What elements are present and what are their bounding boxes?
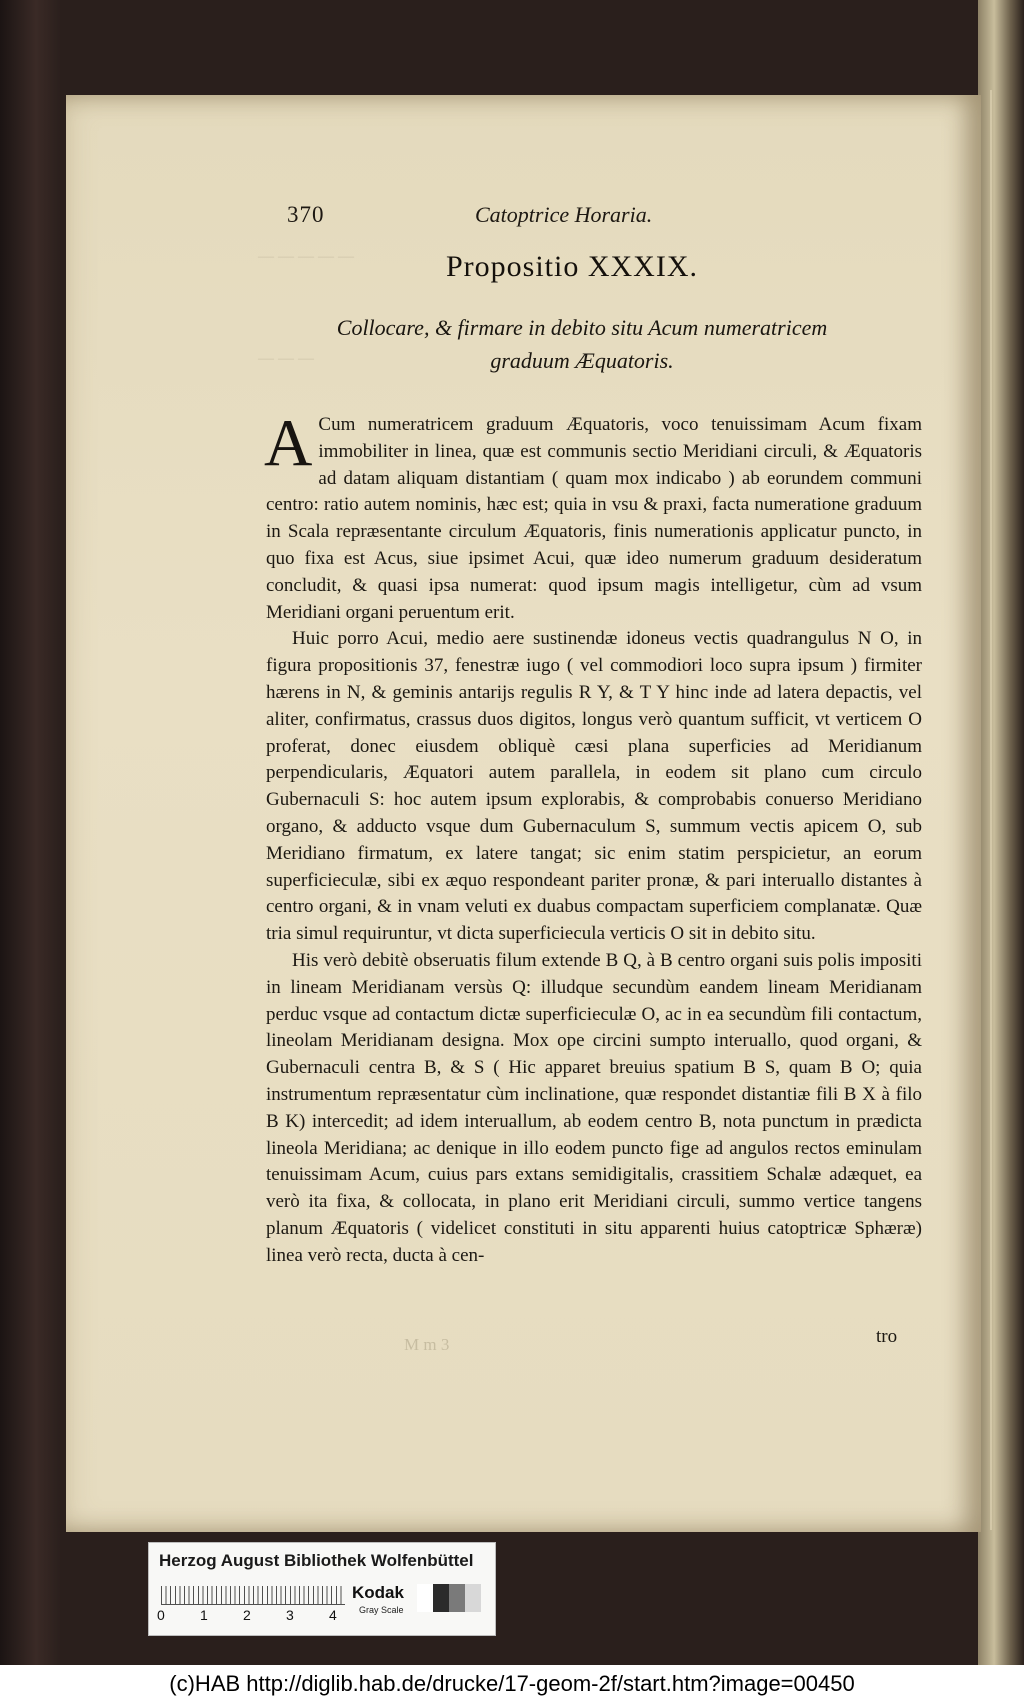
swatch	[417, 1584, 433, 1612]
paragraph-3: His verò debitè obseruatis filum extende B Q, à B centro organi suis polis impositi in lineam Meridianam versùs Q: illudque secundùm eandem lineam Meridianam perduc vsque ad contactum dictæ superficieculæ O, ac in ea secundùm fili contactum, lineolam Meridianam designa. Mox ope circini sumpto interuallo, quod organi, & Gubernaculi centra B, & S ( Hic apparet breuius spatium B S, quam B O; quia instrumentum repræsentatur cùm inclinatione, quæ respondet distantiæ fili B X à filo B K) intercedit; ad idem interuallum, ab eodem centro B, nota punctum in prædicta lineola Meridiana; ac denique in illo eodem puncto fige ad angulos rectos eminulam tenuissimam Acum, cuius pars extans semidigitalis, crassitiem Schalæ adæquet, ea verò ita fixa, & collocata, in plano erit Meridiani circuli, summo vertice tangens planum Æquatoris ( videlicet constituti in situ apparenti huius catoptricæ Sphæræ) linea verò recta, ducta à cen-	[266, 949, 922, 1266]
ruler-number: 3	[286, 1607, 294, 1623]
library-name: Herzog August Bibliothek Wolfenbüttel	[159, 1551, 474, 1570]
body-text	[264, 406, 922, 1270]
library-color-card	[148, 1542, 496, 1636]
paragraph-1	[264, 406, 922, 626]
copyright-footer	[0, 1665, 1024, 1702]
kodak-logo: Kodak	[352, 1583, 404, 1602]
swatch	[449, 1584, 465, 1612]
show-through-text: — — —	[258, 350, 314, 367]
paragraph-1-text: Cum numeratricem graduum Æquatoris, voco tenuissimam Acum fixam immobiliter in linea, quæ est communis sectio Meridiani circuli, & Æquatoris ad datam aliquam distantiam ( quam mox indicabo ) ab eorundem communi centro: ratio autem nominis, hæc est; quia in vsu & praxi, facta numeratione graduum in Scala repræsentante circulum Æquatoris, finis numerationis applicatur puncto, in quo fixa est Acus, siue ipsimet Acui, quæ ideo numerum graduum desideratum concludit, & quasi ipsa numerat: quod ipsum magis intelligetur, cùm ad vsum Meridiani organi peruentum erit.	[266, 414, 922, 623]
catchword: tro	[876, 1326, 898, 1347]
proposition-title	[0, 250, 1024, 284]
ruler-number: 0	[157, 1607, 165, 1623]
show-through-text: — — — — —	[258, 248, 354, 265]
paragraph-2: Huic porro Acui, medio aere sustinendæ idoneus vectis quadrangulus N O, in figura propositionis 37, fenestræ iugo ( vel commodiori loco supra ipsum ) firmiter hærens in N, & geminis antarijs regulis R Y, & T Y hinc inde ad latera depactis, vel aliter, confirmatus, crassus duos digitos, longus verò quantum sufficit, vt verticem O proferat, donec eiusdem obliquè cæsi plana superficies ad Meridianum perpendicularis, Æquatori autem parallela, in eodem sit plano cum circulo Gubernaculi S: hoc autem ipsum explorabis, & comprobabis conuerso Meridiano organo, & adducto vsque dum Gubernaculum S, summum vectis apicem O, sub Meridiano firmatum, ex latere tangat; sic enim statim perspicietur, an eorum superficieculæ, sibi ex æquo respondeant pariter pronæ, & pari interuallo distantes à centro organi, & in vnam veluti ex duabus compactam superficiem complanatæ. Quæ tria simul requiruntur, vt dicta superficiecula verticis O sit in debito situ.	[266, 628, 922, 945]
ruler-number: 2	[243, 1607, 251, 1623]
running-title: Catoptrice Horaria.	[475, 202, 653, 227]
gray-swatches	[417, 1584, 481, 1612]
ruler-number: 1	[200, 1607, 208, 1623]
signature-mark: M m 3	[404, 1335, 450, 1354]
swatch	[433, 1584, 449, 1612]
subtitle-line-2: graduum Æquatoris.	[490, 348, 674, 373]
gray-scale-label: Gray Scale	[359, 1605, 404, 1615]
ruler-number: 4	[329, 1607, 337, 1623]
subtitle-line-1: Collocare, & firmare in debito situ Acum numeratricem	[336, 315, 828, 340]
proposition-subtitle	[282, 311, 882, 377]
copyright-url-text: (c)HAB http://diglib.hab.de/drucke/17-geom-2f/start.htm?image=00450	[169, 1671, 855, 1696]
swatch	[465, 1584, 481, 1612]
page-number: 370	[287, 202, 325, 227]
drop-cap: A	[264, 406, 313, 480]
proposition-title-text: Propositio XXXIX.	[445, 250, 698, 283]
ruler-scale	[161, 1586, 345, 1605]
